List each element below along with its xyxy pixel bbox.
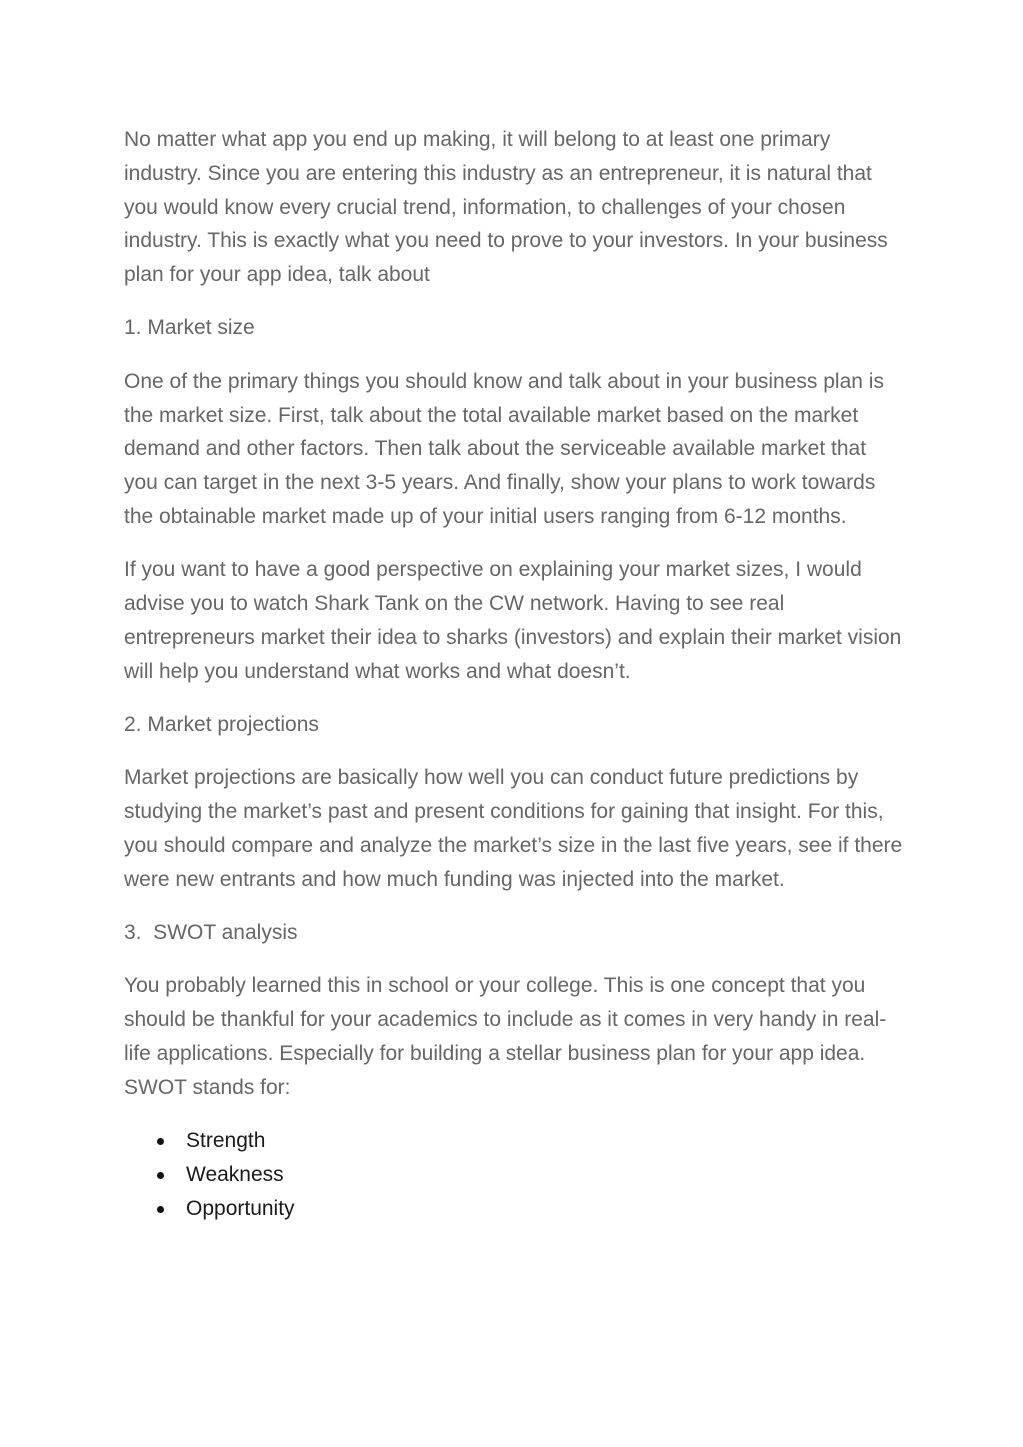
shark-tank-paragraph: If you want to have a good perspective on explaining your market sizes, I would advise you to watch Shark Tank on the CW network. Having to see real entrepreneurs market their idea to sharks (investors) and explain their market vision will help you understand what works and what doesn’t. <box>124 558 902 683</box>
document-page <box>124 123 904 1225</box>
list-item: Opportunity <box>186 1192 904 1226</box>
market-projections-heading: 2. Market projections <box>124 712 319 736</box>
intro-paragraph: No matter what app you end up making, it will belong to at least one primary industry. Since you are entering this industry as an entrepreneur, it is natural that you would know every crucial trend, information, to challenges of your chosen industry. This is exactly what you need to prove to your investors. In your business plan for your app idea, talk about <box>124 128 888 287</box>
swot-heading: 3. SWOT analysis <box>124 920 298 944</box>
list-item: Strength <box>186 1124 904 1158</box>
market-projections-paragraph: Market projections are basically how well you can conduct future predictions by studying the market’s past and present conditions for gaining that insight. For this, you should compare and analyze the market’s size in the last five years, see if there were new entrants and how much funding was injected into the market. <box>124 766 903 891</box>
market-size-heading: 1. Market size <box>124 316 255 340</box>
swot-bullet-list <box>124 1124 904 1225</box>
list-item: Weakness <box>186 1158 904 1192</box>
market-size-paragraph: One of the primary things you should know and talk about in your business plan is the market size. First, talk about the total available market based on the market demand and other factors. Then talk about the serviceable available market that you can target in the next 3-5 years. And finally, show your plans to work towards the obtainable market made up of your initial users ranging from 6-12 months. <box>124 369 884 528</box>
swot-paragraph: You probably learned this in school or your college. This is one concept that you should be thankful for your academics to include as it comes in very handy in real-life applications. Especially for building a stellar business plan for your app idea. SWOT stands for: <box>124 974 887 1099</box>
